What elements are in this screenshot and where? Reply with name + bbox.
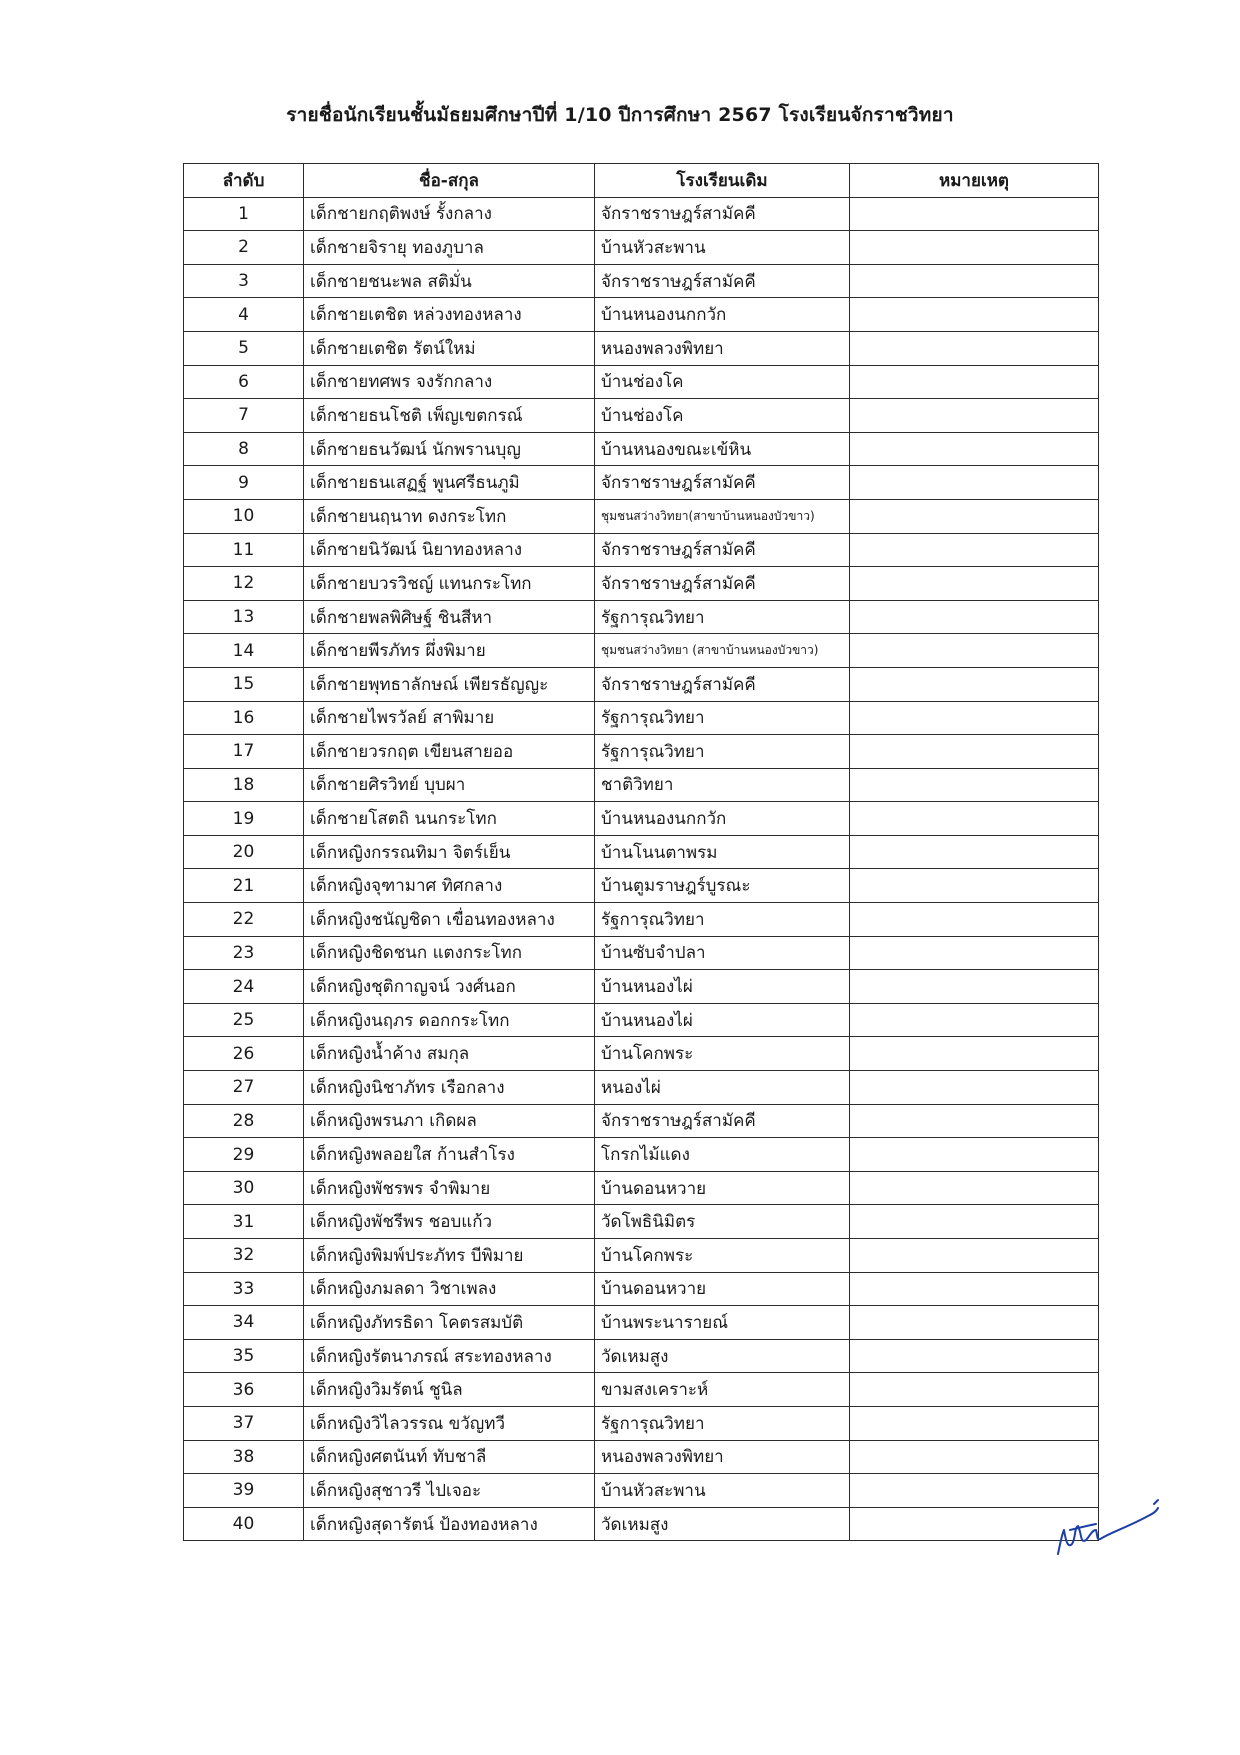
cell-no: 31 bbox=[184, 1205, 304, 1239]
table-row bbox=[184, 1406, 1099, 1440]
table-row bbox=[184, 1104, 1099, 1138]
cell-school: บ้านโนนตาพรม bbox=[595, 835, 850, 869]
cell-name: เด็กหญิงชิดชนก แตงกระโทก bbox=[304, 936, 595, 970]
cell-no: 28 bbox=[184, 1104, 304, 1138]
table-row bbox=[184, 365, 1099, 399]
table-header-row bbox=[184, 164, 1099, 198]
cell-school: ชุมชนสว่างวิทยา(สาขาบ้านหนองบัวขาว) bbox=[595, 499, 850, 533]
cell-school: บ้านช่องโค bbox=[595, 399, 850, 433]
cell-no: 20 bbox=[184, 835, 304, 869]
cell-no: 14 bbox=[184, 634, 304, 668]
cell-school: วัดเหมสูง bbox=[595, 1507, 850, 1541]
cell-no: 7 bbox=[184, 399, 304, 433]
cell-no: 39 bbox=[184, 1474, 304, 1508]
cell-no: 24 bbox=[184, 970, 304, 1004]
cell-school: จักราชราษฎร์สามัคคี bbox=[595, 1104, 850, 1138]
cell-no: 27 bbox=[184, 1071, 304, 1105]
cell-note bbox=[850, 835, 1099, 869]
cell-note bbox=[850, 1406, 1099, 1440]
cell-note bbox=[850, 1239, 1099, 1273]
cell-note bbox=[850, 701, 1099, 735]
cell-note bbox=[850, 600, 1099, 634]
cell-note bbox=[850, 1003, 1099, 1037]
cell-name: เด็กชายพุทธาลักษณ์ เพียรธัญญะ bbox=[304, 667, 595, 701]
cell-school: จักราชราษฎร์สามัคคี bbox=[595, 466, 850, 500]
cell-no: 12 bbox=[184, 567, 304, 601]
cell-note bbox=[850, 768, 1099, 802]
header-name: ชื่อ-สกุล bbox=[304, 164, 595, 198]
cell-no: 22 bbox=[184, 903, 304, 937]
cell-note bbox=[850, 1037, 1099, 1071]
table-row bbox=[184, 533, 1099, 567]
cell-school: วัดโพธินิมิตร bbox=[595, 1205, 850, 1239]
cell-school: บ้านโคกพระ bbox=[595, 1037, 850, 1071]
cell-school: จักราชราษฎร์สามัคคี bbox=[595, 667, 850, 701]
table-row bbox=[184, 466, 1099, 500]
cell-name: เด็กชายชนะพล สติมั่น bbox=[304, 264, 595, 298]
cell-no: 29 bbox=[184, 1138, 304, 1172]
cell-no: 16 bbox=[184, 701, 304, 735]
cell-no: 9 bbox=[184, 466, 304, 500]
cell-name: เด็กชายเตชิต รัตน์ใหม่ bbox=[304, 331, 595, 365]
cell-note bbox=[850, 567, 1099, 601]
header-note: หมายเหตุ bbox=[850, 164, 1099, 198]
table-row bbox=[184, 399, 1099, 433]
cell-name: เด็กชายบวรวิชญ์ แทนกระโทก bbox=[304, 567, 595, 601]
cell-no: 37 bbox=[184, 1406, 304, 1440]
cell-school: โกรกไม้แดง bbox=[595, 1138, 850, 1172]
cell-name: เด็กชายพีรภัทร ผึ่งพิมาย bbox=[304, 634, 595, 668]
cell-school: บ้านหัวสะพาน bbox=[595, 1474, 850, 1508]
cell-school: บ้านซับจำปลา bbox=[595, 936, 850, 970]
table-row bbox=[184, 1373, 1099, 1407]
cell-note bbox=[850, 533, 1099, 567]
cell-school: ชาติวิทยา bbox=[595, 768, 850, 802]
cell-note bbox=[850, 1138, 1099, 1172]
cell-no: 11 bbox=[184, 533, 304, 567]
cell-note bbox=[850, 802, 1099, 836]
table-row bbox=[184, 903, 1099, 937]
page-title: รายชื่อนักเรียนชั้นมัธยมศึกษาปีที่ 1/10 ปีการศึกษา 2567 โรงเรียนจักราชวิทยา bbox=[286, 104, 954, 126]
table-row bbox=[184, 1474, 1099, 1508]
cell-name: เด็กชายธนโชติ เพ็ญเขตกรณ์ bbox=[304, 399, 595, 433]
cell-no: 21 bbox=[184, 869, 304, 903]
cell-name: เด็กหญิงกรรณทิมา จิตร์เย็น bbox=[304, 835, 595, 869]
cell-note bbox=[850, 331, 1099, 365]
cell-name: เด็กหญิงพลอยใส ก้านสำโรง bbox=[304, 1138, 595, 1172]
cell-name: เด็กชายพลพิศิษฐ์ ชินสีหา bbox=[304, 600, 595, 634]
signature bbox=[1052, 1484, 1162, 1564]
cell-no: 1 bbox=[184, 197, 304, 231]
cell-note bbox=[850, 231, 1099, 265]
cell-no: 33 bbox=[184, 1272, 304, 1306]
cell-note bbox=[850, 1306, 1099, 1340]
cell-name: เด็กชายศิรวิทย์ บุบผา bbox=[304, 768, 595, 802]
cell-name: เด็กชายธนเสฏฐ์ พูนศรีธนภูมิ bbox=[304, 466, 595, 500]
table-row bbox=[184, 1138, 1099, 1172]
table-row bbox=[184, 1205, 1099, 1239]
table-body bbox=[184, 197, 1099, 1541]
table-row bbox=[184, 1272, 1099, 1306]
cell-note bbox=[850, 1104, 1099, 1138]
cell-no: 13 bbox=[184, 600, 304, 634]
cell-name: เด็กชายทศพร จงรักกลาง bbox=[304, 365, 595, 399]
cell-school: จักราชราษฎร์สามัคคี bbox=[595, 567, 850, 601]
table-row bbox=[184, 869, 1099, 903]
cell-no: 4 bbox=[184, 298, 304, 332]
cell-school: บ้านโคกพระ bbox=[595, 1239, 850, 1273]
cell-school: หนองพลวงพิทยา bbox=[595, 331, 850, 365]
cell-note bbox=[850, 466, 1099, 500]
cell-name: เด็กชายวรกฤต เขียนสายออ bbox=[304, 735, 595, 769]
cell-note bbox=[850, 1440, 1099, 1474]
cell-school: จักราชราษฎร์สามัคคี bbox=[595, 533, 850, 567]
cell-name: เด็กหญิงศตนันท์ ทับชาลี bbox=[304, 1440, 595, 1474]
table-row bbox=[184, 634, 1099, 668]
header-school: โรงเรียนเดิม bbox=[595, 164, 850, 198]
cell-school: บ้านช่องโค bbox=[595, 365, 850, 399]
cell-school: บ้านหนองไผ่ bbox=[595, 1003, 850, 1037]
cell-note bbox=[850, 936, 1099, 970]
table-row bbox=[184, 1239, 1099, 1273]
cell-name: เด็กหญิงพิมพ์ประภัทร บีพิมาย bbox=[304, 1239, 595, 1273]
cell-name: เด็กหญิงรัตนาภรณ์ สระทองหลาง bbox=[304, 1339, 595, 1373]
table-row bbox=[184, 331, 1099, 365]
table-row bbox=[184, 264, 1099, 298]
table-row bbox=[184, 1003, 1099, 1037]
cell-no: 10 bbox=[184, 499, 304, 533]
cell-name: เด็กหญิงพัชรีพร ชอบแก้ว bbox=[304, 1205, 595, 1239]
cell-name: เด็กหญิงน้ำค้าง สมกุล bbox=[304, 1037, 595, 1071]
cell-school: หนองไผ่ bbox=[595, 1071, 850, 1105]
cell-note bbox=[850, 667, 1099, 701]
table-row bbox=[184, 1171, 1099, 1205]
cell-no: 6 bbox=[184, 365, 304, 399]
cell-no: 34 bbox=[184, 1306, 304, 1340]
cell-school: รัฐการุณวิทยา bbox=[595, 1406, 850, 1440]
cell-name: เด็กชายธนวัฒน์ นักพรานบุญ bbox=[304, 432, 595, 466]
cell-note bbox=[850, 1272, 1099, 1306]
cell-name: เด็กหญิงนิชาภัทร เรือกลาง bbox=[304, 1071, 595, 1105]
cell-school: บ้านหัวสะพาน bbox=[595, 231, 850, 265]
cell-name: เด็กหญิงชุติกาญจน์ วงศ์นอก bbox=[304, 970, 595, 1004]
cell-no: 5 bbox=[184, 331, 304, 365]
table-row bbox=[184, 667, 1099, 701]
table-row bbox=[184, 802, 1099, 836]
cell-school: จักราชราษฎร์สามัคคี bbox=[595, 264, 850, 298]
cell-note bbox=[850, 903, 1099, 937]
cell-note bbox=[850, 432, 1099, 466]
cell-name: เด็กหญิงวิไลวรรณ ขวัญทวี bbox=[304, 1406, 595, 1440]
cell-no: 15 bbox=[184, 667, 304, 701]
cell-no: 32 bbox=[184, 1239, 304, 1273]
cell-name: เด็กหญิงนฤภร ดอกกระโทก bbox=[304, 1003, 595, 1037]
cell-name: เด็กหญิงพรนภา เกิดผล bbox=[304, 1104, 595, 1138]
cell-no: 18 bbox=[184, 768, 304, 802]
cell-no: 40 bbox=[184, 1507, 304, 1541]
cell-note bbox=[850, 264, 1099, 298]
cell-school: หนองพลวงพิทยา bbox=[595, 1440, 850, 1474]
cell-note bbox=[850, 1205, 1099, 1239]
table-row bbox=[184, 701, 1099, 735]
cell-note bbox=[850, 1071, 1099, 1105]
cell-note bbox=[850, 970, 1099, 1004]
table-row bbox=[184, 1037, 1099, 1071]
cell-name: เด็กหญิงพัชรพร จำพิมาย bbox=[304, 1171, 595, 1205]
cell-note bbox=[850, 869, 1099, 903]
cell-name: เด็กชายนฤนาท ดงกระโทก bbox=[304, 499, 595, 533]
table-row bbox=[184, 567, 1099, 601]
cell-name: เด็กหญิงวิมรัตน์ ชูนิล bbox=[304, 1373, 595, 1407]
cell-note bbox=[850, 399, 1099, 433]
cell-school: รัฐการุณวิทยา bbox=[595, 903, 850, 937]
cell-no: 36 bbox=[184, 1373, 304, 1407]
cell-no: 38 bbox=[184, 1440, 304, 1474]
cell-no: 19 bbox=[184, 802, 304, 836]
cell-note bbox=[850, 298, 1099, 332]
cell-no: 25 bbox=[184, 1003, 304, 1037]
table-row bbox=[184, 768, 1099, 802]
cell-name: เด็กชายโสตถิ นนกระโทก bbox=[304, 802, 595, 836]
table-row bbox=[184, 1339, 1099, 1373]
cell-school: ชุมชนสว่างวิทยา (สาขาบ้านหนองบัวขาว) bbox=[595, 634, 850, 668]
cell-note bbox=[850, 1373, 1099, 1407]
cell-no: 8 bbox=[184, 432, 304, 466]
cell-school: รัฐการุณวิทยา bbox=[595, 735, 850, 769]
cell-no: 2 bbox=[184, 231, 304, 265]
cell-school: ขามสงเคราะห์ bbox=[595, 1373, 850, 1407]
cell-name: เด็กหญิงสุดารัตน์ ป้องทองหลาง bbox=[304, 1507, 595, 1541]
cell-school: วัดเหมสูง bbox=[595, 1339, 850, 1373]
table-row bbox=[184, 231, 1099, 265]
cell-name: เด็กหญิงภมลดา วิชาเพลง bbox=[304, 1272, 595, 1306]
cell-no: 23 bbox=[184, 936, 304, 970]
table-row bbox=[184, 298, 1099, 332]
cell-no: 17 bbox=[184, 735, 304, 769]
cell-name: เด็กชายกฤติพงษ์ รั้งกลาง bbox=[304, 197, 595, 231]
table-row bbox=[184, 1071, 1099, 1105]
cell-no: 26 bbox=[184, 1037, 304, 1071]
cell-note bbox=[850, 197, 1099, 231]
student-roster-table bbox=[183, 163, 1099, 1541]
cell-note bbox=[850, 634, 1099, 668]
cell-note bbox=[850, 1171, 1099, 1205]
cell-school: บ้านหนองขณะเข้หิน bbox=[595, 432, 850, 466]
table-row bbox=[184, 936, 1099, 970]
cell-no: 35 bbox=[184, 1339, 304, 1373]
cell-name: เด็กหญิงจุฑามาศ ทิศกลาง bbox=[304, 869, 595, 903]
cell-school: บ้านดอนหวาย bbox=[595, 1272, 850, 1306]
cell-school: บ้านพระนารายณ์ bbox=[595, 1306, 850, 1340]
cell-school: บ้านหนองไผ่ bbox=[595, 970, 850, 1004]
cell-name: เด็กชายเตชิต หล่วงทองหลาง bbox=[304, 298, 595, 332]
table-row bbox=[184, 1440, 1099, 1474]
cell-name: เด็กชายจิรายุ ทองภูบาล bbox=[304, 231, 595, 265]
cell-school: รัฐการุณวิทยา bbox=[595, 701, 850, 735]
cell-no: 30 bbox=[184, 1171, 304, 1205]
table-row bbox=[184, 197, 1099, 231]
cell-note bbox=[850, 1339, 1099, 1373]
cell-school: บ้านหนองนกกวัก bbox=[595, 298, 850, 332]
table-row bbox=[184, 499, 1099, 533]
cell-school: จักราชราษฎร์สามัคคี bbox=[595, 197, 850, 231]
cell-note bbox=[850, 735, 1099, 769]
header-no: ลำดับ bbox=[184, 164, 304, 198]
table-row bbox=[184, 600, 1099, 634]
cell-note bbox=[850, 499, 1099, 533]
table-row bbox=[184, 735, 1099, 769]
table-row bbox=[184, 1507, 1099, 1541]
cell-name: เด็กชายนิวัฒน์ นิยาทองหลาง bbox=[304, 533, 595, 567]
table-row bbox=[184, 432, 1099, 466]
table-row bbox=[184, 1306, 1099, 1340]
cell-name: เด็กชายไพรวัลย์ สาพิมาย bbox=[304, 701, 595, 735]
cell-no: 3 bbox=[184, 264, 304, 298]
table-row bbox=[184, 970, 1099, 1004]
cell-school: รัฐการุณวิทยา bbox=[595, 600, 850, 634]
cell-name: เด็กหญิงภัทรธิดา โคตรสมบัติ bbox=[304, 1306, 595, 1340]
cell-school: บ้านตูมราษฎร์บูรณะ bbox=[595, 869, 850, 903]
table-row bbox=[184, 835, 1099, 869]
cell-name: เด็กหญิงชนัญชิดา เขื่อนทองหลาง bbox=[304, 903, 595, 937]
cell-note bbox=[850, 365, 1099, 399]
cell-school: บ้านดอนหวาย bbox=[595, 1171, 850, 1205]
cell-name: เด็กหญิงสุชาวรี ไปเจอะ bbox=[304, 1474, 595, 1508]
cell-school: บ้านหนองนกกวัก bbox=[595, 802, 850, 836]
